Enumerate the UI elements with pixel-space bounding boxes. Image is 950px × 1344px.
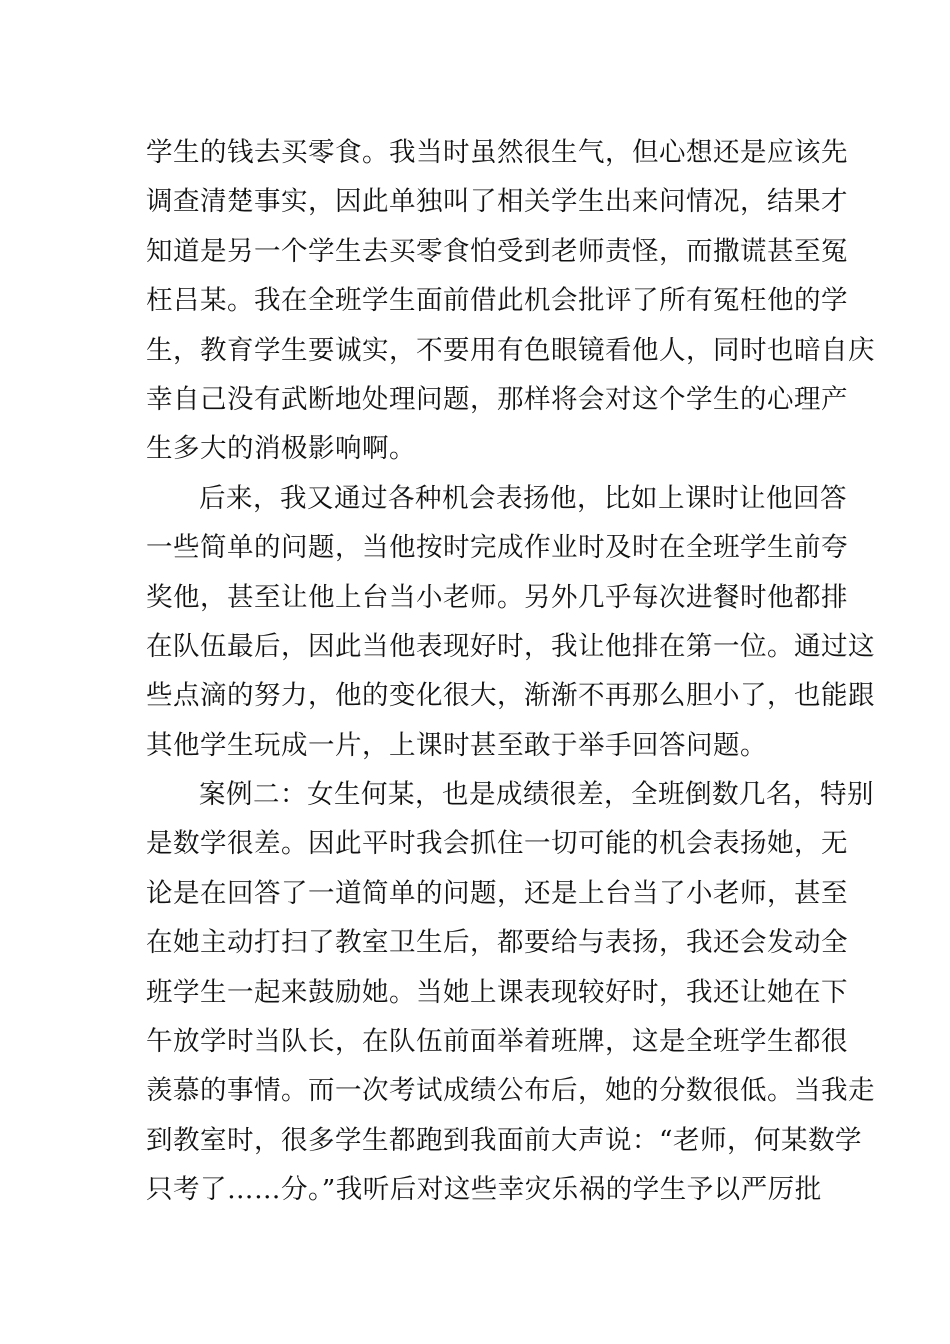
text-line: 学生的钱去买零食。我当时虽然很生气，但心想还是应该先: [146, 137, 848, 168]
text-line: 班学生一起来鼓励她。当她上课表现较好时，我还让她在下: [146, 976, 848, 1008]
text-line: 枉吕某。我在全班学生面前借此机会批评了所有冤枉他的学: [146, 285, 848, 317]
text-line: 在队伍最后，因此当他表现好时，我让他排在第一位。通过这: [146, 630, 875, 662]
text-line: 是数学很差。因此平时我会抓住一切可能的机会表扬她，无: [146, 828, 848, 860]
text-line: 论是在回答了一道简单的问题，还是上台当了小老师，甚至: [146, 877, 848, 909]
body-text: [146, 128, 875, 1215]
text-line: 其他学生玩成一片，上课时甚至敢于举手回答问题。: [146, 729, 767, 761]
paragraph-first-line: 后来，我又通过各种机会表扬他，比如上课时让他回答: [199, 482, 847, 514]
text-line: 羡慕的事情。而一次考试成绩公布后，她的分数很低。当我走: [146, 1075, 875, 1107]
text-line: 一些简单的问题，当他按时完成作业时及时在全班学生前夸: [146, 532, 848, 564]
text-line: 调查清楚事实，因此单独叫了相关学生出来问情况，结果才: [146, 186, 848, 218]
text-line: 午放学时当队长，在队伍前面举着班牌，这是全班学生都很: [146, 1026, 848, 1058]
text-line: 生，教育学生要诚实，不要用有色眼镜看他人，同时也暗自庆: [146, 334, 875, 366]
text-line: 只考了……分。”我听后对这些幸灾乐祸的学生予以严厉批: [146, 1174, 822, 1206]
text-line: 幸自己没有武断地处理问题，那样将会对这个学生的心理产: [146, 383, 848, 415]
text-line: 到教室时，很多学生都跑到我面前大声说：“老师，何某数学: [146, 1124, 863, 1156]
text-line: 奖他，甚至让他上台当小老师。另外几乎每次进餐时他都排: [146, 581, 848, 613]
paragraph-first-line: 案例二：女生何某，也是成绩很差，全班倒数几名，特别: [199, 779, 874, 811]
text-line: 生多大的消极影响啊。: [146, 433, 416, 465]
text-line: 些点滴的努力，他的变化很大，渐渐不再那么胆小了，也能跟: [146, 680, 875, 712]
text-line: 知道是另一个学生去买零食怕受到老师责怪，而撒谎甚至冤: [146, 235, 848, 267]
text-line: 在她主动打扫了教室卫生后，都要给与表扬，我还会发动全: [146, 927, 848, 959]
